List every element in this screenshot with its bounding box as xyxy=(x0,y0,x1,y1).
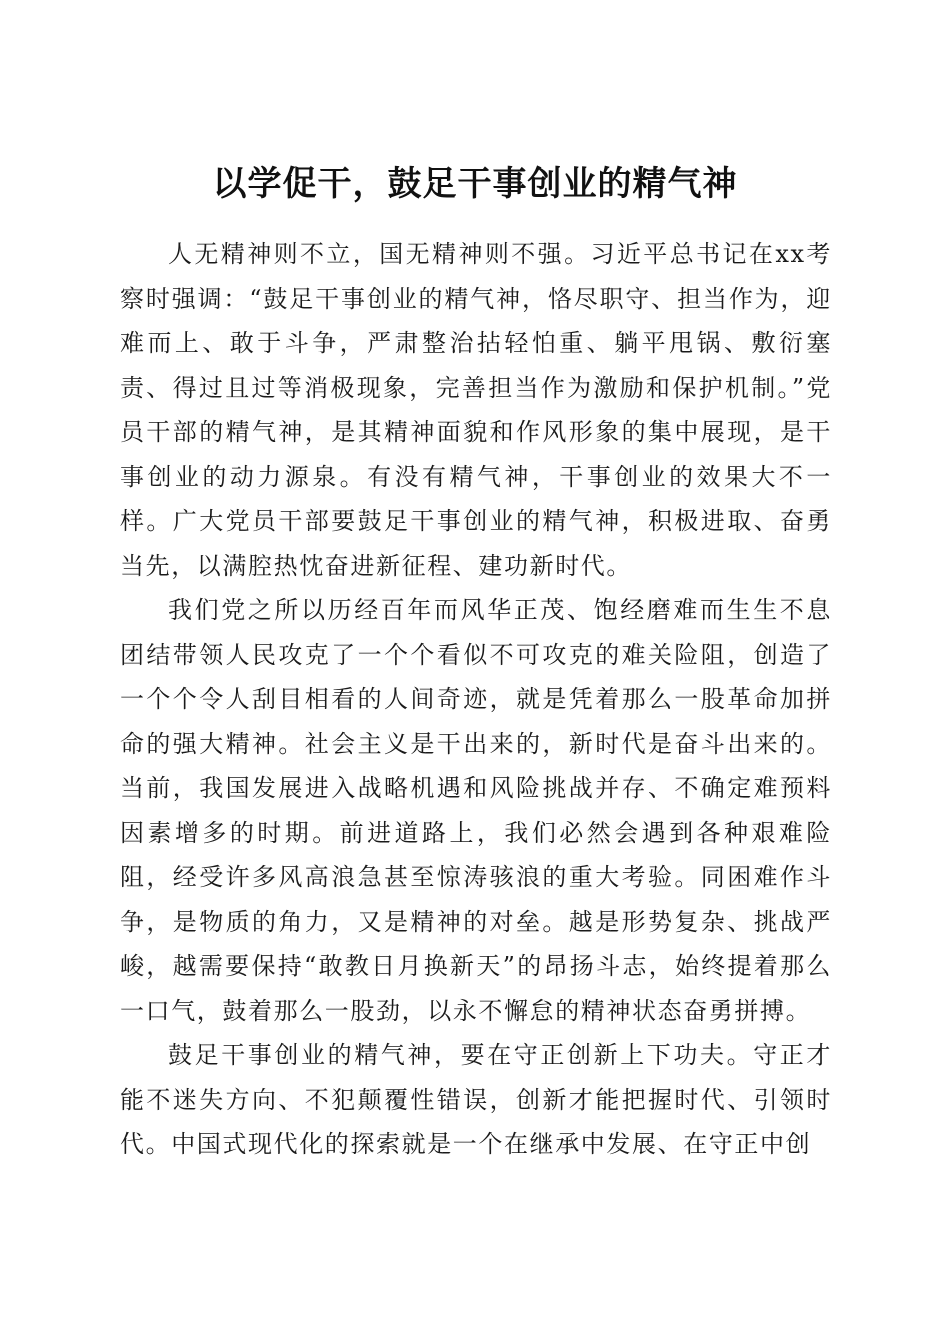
paragraph-1: 人无精神则不立，国无精神则不强。习近平总书记在xx考察时强调：“鼓足干事创业的精气神，恪尽职守、担当作为，迎难而上、敢于斗争，严肃整治拈轻怕重、躺平甩锅、敷衍塞责、得过且过等消极现象，完善担当作为激励和保护机制。”党员干部的精气神，是其精神面貌和作风形象的集中展现，是干事创业的动力源泉。有没有精气神，干事创业的效果大不一样。广大党员干部要鼓足干事创业的精气神，积极进取、奋勇当先，以满腔热忱奋进新征程、建功新时代。 xyxy=(120,240,832,580)
paragraph-2: 我们党之所以历经百年而风华正茂、饱经磨难而生生不息团结带领人民攻克了一个个看似不可攻克的难关险阻，创造了一个个令人刮目相看的人间奇迹，就是凭着那么一股革命加拼命的强大精神。社会主义是干出来的，新时代是奋斗出来的。当前，我国发展进入战略机遇和风险挑战并存、不确定难预料因素增多的时期。前进道路上，我们必然会遇到各种艰难险阻，经受许多风高浪急甚至惊涛骇浪的重大考验。同困难作斗争，是物质的角力，又是精神的对垒。越是形势复杂、挑战严峻，越需要保持“敢教日月换新天”的昂扬斗志，始终提着那么一口气，鼓着那么一股劲，以永不懈怠的精神状态奋勇拼搏。 xyxy=(120,596,832,1025)
paragraph-3: 鼓足干事创业的精气神，要在守正创新上下功夫。守正才能不迷失方向、不犯颠覆性错误，创新才能把握时代、引领时代。中国式现代化的探索就是一个在继承中发展、在守正中创 xyxy=(120,1041,832,1158)
document-body xyxy=(120,232,832,1167)
document-title: 以学促干，鼓足干事创业的精气神 xyxy=(212,163,738,204)
